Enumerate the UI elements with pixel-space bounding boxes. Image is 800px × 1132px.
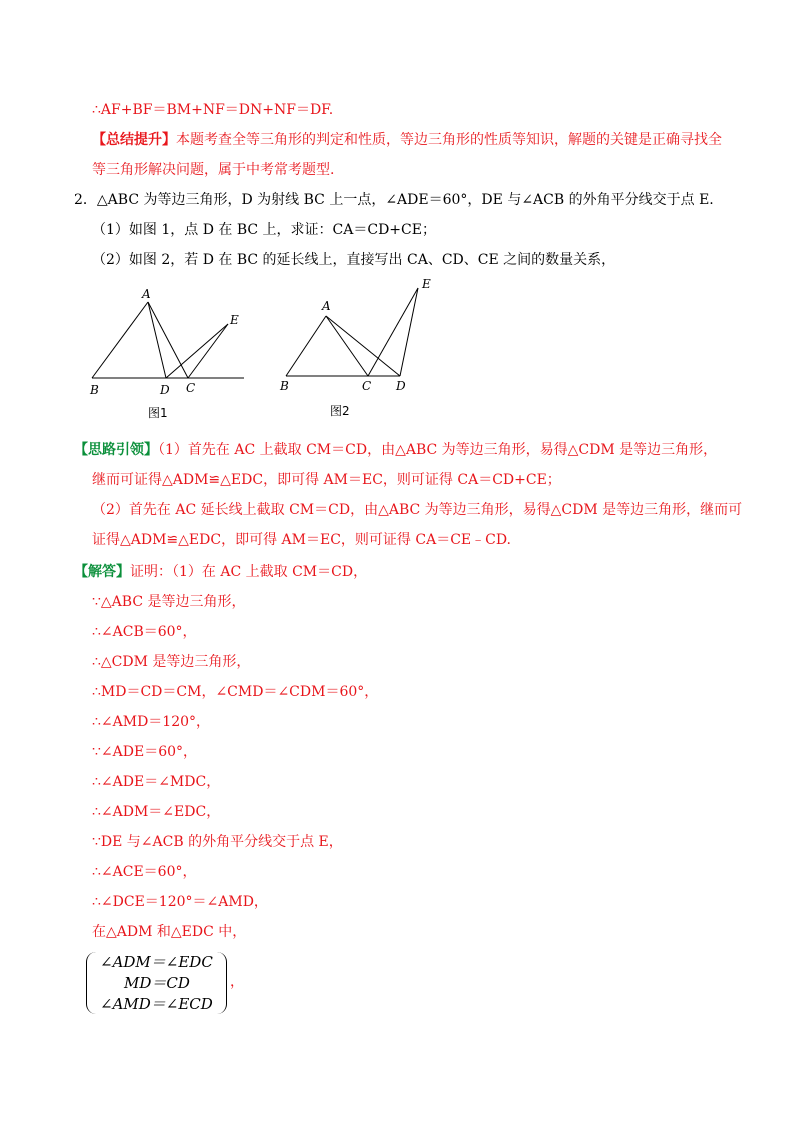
- answer-line-7: ∵∠ADE＝60°，: [92, 744, 198, 760]
- text-line-3: 等三角形解决问题，属于中考常考题型.: [92, 162, 335, 178]
- system-row-1: ∠ADM＝∠EDC: [100, 953, 213, 971]
- answer-text: 证明：（1）在 AC 上截取 CM＝CD，: [130, 564, 368, 580]
- fig2-label-d: D: [396, 379, 406, 393]
- analysis-tag: 【思路引领】: [74, 442, 158, 458]
- system-suffix: ，: [230, 974, 244, 990]
- problem-2-statement: 2．△ABC 为等边三角形，D 为射线 BC 上一点，∠ADE＝60°，DE 与∠ACB 的外角平分线交于点 E.: [74, 192, 714, 208]
- left-brace: [86, 952, 97, 1014]
- analysis-line-2: 继而可证得△ADM≌△EDC，即可得 AM＝EC，则可证得 CA＝CD+CE；: [92, 472, 561, 488]
- answer-line-3: ∴∠ACB＝60°，: [92, 624, 197, 640]
- fig1-label-b: B: [90, 383, 99, 397]
- answer-tag: 【解答】: [74, 564, 130, 580]
- problem-2-part-2: （2）如图 2，若 D 在 BC 的延长线上，直接写出 CA、CD、CE 之间的数量关系，: [92, 252, 616, 268]
- problem-2-part-1: （1）如图 1，点 D 在 BC 上，求证：CA＝CD+CE；: [92, 222, 436, 238]
- analysis-line-3: （2）首先在 AC 延长线上截取 CM＝CD，由△ABC 为等边三角形，易得△CDM 是等边三角形，继而可: [92, 502, 743, 518]
- figure-1-caption: 图1: [148, 406, 168, 420]
- answer-line-13: 在△ADM 和△EDC 中，: [92, 924, 247, 940]
- fig2-label-a: A: [322, 299, 331, 313]
- figure-1: [88, 284, 248, 397]
- answer-line-6: ∴∠AMD＝120°，: [92, 714, 211, 730]
- answer-line-12: ∴∠DCE＝120°＝∠AMD，: [92, 894, 268, 910]
- system-row-3: ∠AMD＝∠ECD: [100, 995, 213, 1013]
- summary-text: 本题考查全等三角形的判定和性质，等边三角形的性质等知识，解题的关键是正确寻找全: [176, 132, 722, 148]
- right-brace: [216, 952, 227, 1014]
- fig1-label-a: A: [142, 287, 151, 301]
- answer-line-2: ∵△ABC 是等边三角形，: [92, 594, 246, 610]
- fig1-label-e: E: [230, 313, 239, 327]
- answer-line-8: ∴∠ADE＝∠MDC，: [92, 774, 221, 790]
- fig2-label-b: B: [280, 379, 289, 393]
- equation-system: [86, 952, 226, 1014]
- fig1-label-c: C: [186, 381, 196, 395]
- answer-line-5: ∴MD＝CD＝CM，∠CMD＝∠CDM＝60°，: [92, 684, 379, 700]
- answer-line-10: ∵DE 与∠ACB 的外角平分线交于点 E，: [92, 834, 343, 850]
- system-row-2: MD＝CD: [124, 974, 190, 992]
- answer-line-4: ∴△CDM 是等边三角形，: [92, 654, 251, 670]
- summary-tag: 【总结提升】: [92, 132, 176, 148]
- text-line-1: ∴AF+BF＝BM+NF＝DN+NF＝DF.: [92, 102, 334, 118]
- figure-2-caption: 图2: [330, 404, 350, 418]
- fig2-label-c: C: [362, 379, 372, 393]
- text-line-2: [92, 130, 722, 150]
- figure-2: [280, 276, 440, 393]
- analysis-line-4: 证得△ADM≌△EDC，即可得 AM＝EC，则可证得 CA＝CE﹣CD.: [92, 532, 512, 548]
- analysis-line-1: [74, 440, 717, 460]
- answer-line-9: ∴∠ADM＝∠EDC，: [92, 804, 221, 820]
- answer-line-11: ∴∠ACE＝60°，: [92, 864, 197, 880]
- analysis-text: （1）首先在 AC 上截取 CM＝CD，由△ABC 为等边三角形，易得△CDM 是等边三角形，: [158, 442, 718, 458]
- answer-line-1: [74, 562, 367, 582]
- fig1-label-d: D: [160, 383, 170, 397]
- fig2-label-e: E: [422, 277, 431, 291]
